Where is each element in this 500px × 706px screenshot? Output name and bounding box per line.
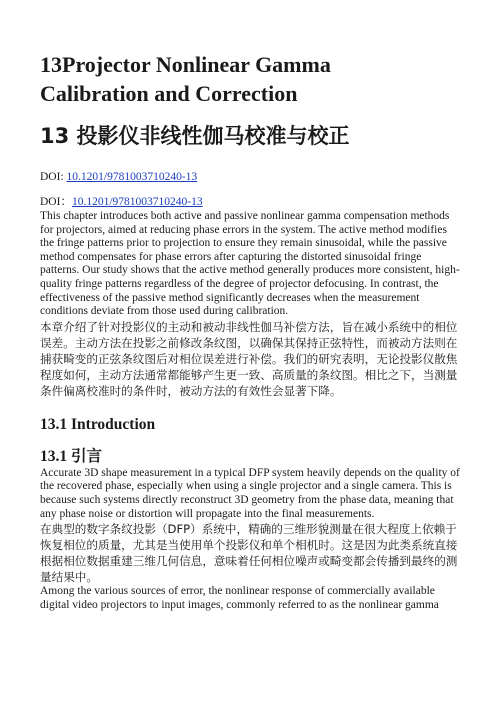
section-heading-zh bbox=[40, 446, 460, 467]
chapter-title-en-line2: Calibration and Correction bbox=[40, 81, 298, 106]
section-heading-en: 13.1 Introduction bbox=[40, 415, 156, 433]
intro-paragraph-1-en: Accurate 3D shape measurement in a typical DFP system heavily depends on the quality of the recovered phase, especially when using a single projector and a single camera. This is because such systems directly reconstruct 3D geometry from the phase data, meaning that any phase noise or distortion will propagate into the final measurements. bbox=[40, 466, 460, 520]
doi-label-zh: DOI： bbox=[40, 196, 72, 208]
abstract-zh: 本章介绍了针对投影仪的主动和被动非线性伽马补偿方法，旨在减小系统中的相位误差。主动方法在投影之前修改条纹图，以确保其保持正弦特性，而被动方法则在捕获畸变的正弦条纹图后对相位误差进行补偿。我们的研究表明，无论投影仪散焦程度如何，主动方法通常都能够产生更一致、高质量的条纹图。相比之下，当测量条件偏离校准时的条件时，被动方法的有效性会显著下降。 bbox=[40, 319, 458, 398]
doi-line-zh bbox=[40, 195, 460, 210]
section-heading-zh-text: 引言 bbox=[71, 446, 103, 465]
doi-link-zh[interactable]: 10.1201/9781003710240-13 bbox=[71, 196, 203, 208]
page-content bbox=[40, 50, 460, 612]
chapter-title-zh: 13 投影仪非线性伽马校准与校正 bbox=[40, 124, 350, 148]
chapter-title-en bbox=[40, 50, 460, 108]
doi-link-en[interactable]: 10.1201/9781003710240-13 bbox=[66, 171, 198, 183]
chapter-title-en-line1: 13Projector Nonlinear Gamma bbox=[40, 52, 331, 77]
doi-line-en bbox=[40, 170, 460, 185]
doi-label-en: DOI: bbox=[40, 171, 67, 183]
intro-paragraph-2-en: Among the various sources of error, the nonlinear response of commercially available digital video projectors to input images, commonly referred to as the nonlinear gamma bbox=[40, 585, 439, 611]
abstract-en: This chapter introduces both active and passive nonlinear gamma compensation methods for projectors, aimed at reducing phase errors in the system. The active method modifies the fringe patterns prior to projection to ensure they remain sinusoidal, while the passive method compensates for phase errors after capturing the distorted sinusoidal fringe patterns. Our study shows that the active method generally produces more consistent, high-quality fringe patterns regardless of the degree of projector defocusing. In contrast, the effectiveness of the passive method significantly decreases when the measurement conditions deviate from those used during calibration. bbox=[40, 210, 460, 318]
section-heading-zh-number: 13.1 bbox=[40, 447, 71, 465]
intro-paragraph-1-zh: 在典型的数字条纹投影（DFP）系统中，精确的三维形貌测量在很大程度上依赖于恢复相位的质量，尤其是当使用单个投影仪和单个相机时。这是因为此类系统直接根据相位数据重建三维几何信息，意味着任何相位噪声或畸变都会传播到最终的测量结果中。 bbox=[40, 522, 458, 585]
